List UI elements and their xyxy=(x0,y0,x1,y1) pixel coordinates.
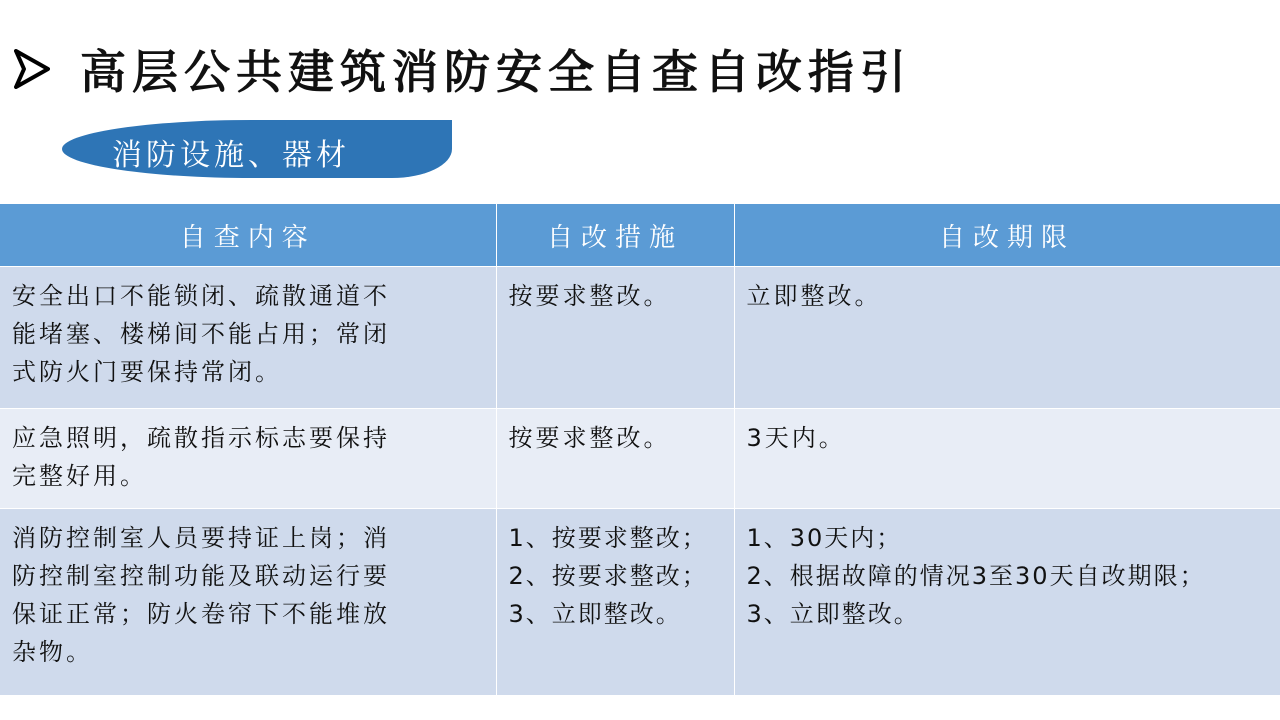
table-header-row xyxy=(0,204,1280,267)
cell-measure: 1、按要求整改； 2、按要求整改； 3、立即整改。 xyxy=(496,509,734,695)
cell-measure: 按要求整改。 xyxy=(496,267,734,409)
table-row xyxy=(0,267,1280,409)
table-row xyxy=(0,509,1280,695)
arrow-bullet-icon xyxy=(14,49,50,89)
cell-content: 安全出口不能锁闭、疏散通道不 能堵塞、楼梯间不能占用；常闭 式防火门要保持常闭。 xyxy=(0,267,496,409)
cell-content: 应急照明，疏散指示标志要保持 完整好用。 xyxy=(0,409,496,509)
header-self-fix-measure: 自改措施 xyxy=(496,204,734,267)
self-check-table xyxy=(0,204,1280,695)
title-row xyxy=(14,34,912,104)
section-label: 消防设施、器材 xyxy=(112,138,350,173)
cell-deadline: 1、30天内； 2、根据故障的情况3至30天自改期限； 3、立即整改。 xyxy=(734,509,1280,695)
page-title: 高层公共建筑消防安全自查自改指引 xyxy=(80,45,912,99)
table-row xyxy=(0,409,1280,509)
header-self-fix-deadline: 自改期限 xyxy=(734,204,1280,267)
header-self-check-content: 自查内容 xyxy=(0,204,496,267)
cell-deadline: 3天内。 xyxy=(734,409,1280,509)
cell-deadline: 立即整改。 xyxy=(734,267,1280,409)
cell-content: 消防控制室人员要持证上岗；消 防控制室控制功能及联动运行要 保证正常；防火卷帘下不能堆放 杂物。 xyxy=(0,509,496,695)
cell-measure: 按要求整改。 xyxy=(496,409,734,509)
